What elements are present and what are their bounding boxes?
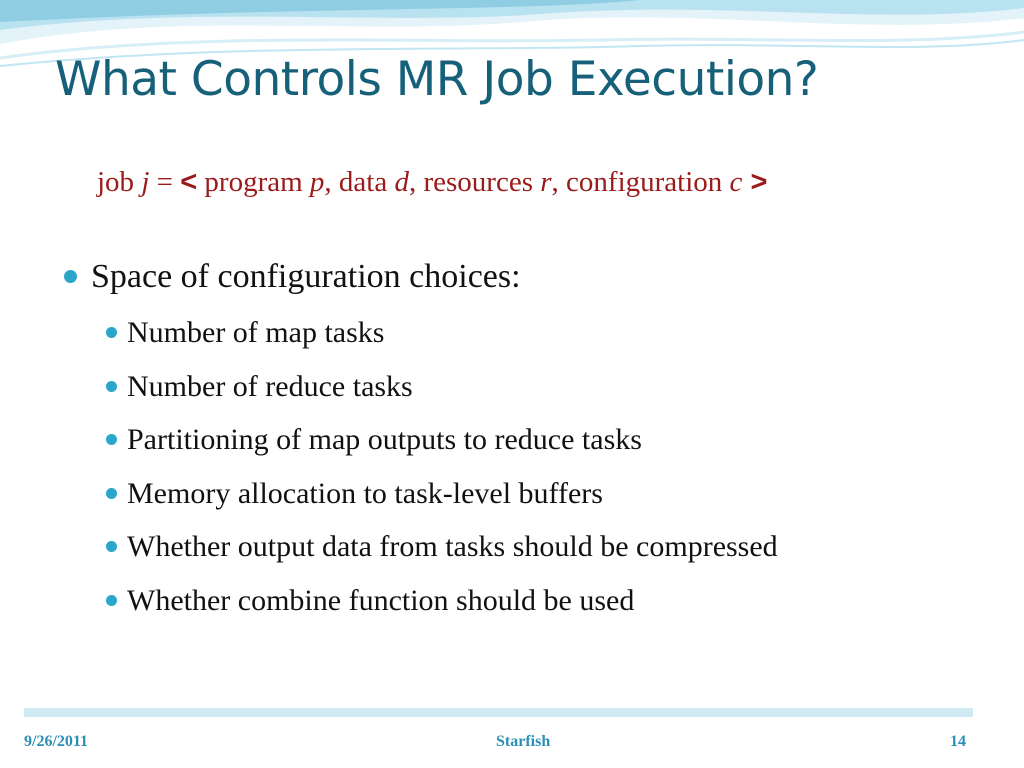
list-item-text: Whether output data from tasks should be compressed [127,530,778,563]
job-formula [97,166,767,199]
bullet-dot-icon [106,327,117,338]
formula-resources: , resources [408,166,541,198]
formula-data: , data [324,166,395,198]
footer-title: Starfish [496,733,551,750]
formula-var-p: p [309,166,325,198]
bullet-dot-icon [106,595,117,606]
bullet-configuration-space [64,258,521,296]
formula-open-bracket: < [180,166,198,198]
formula-equals: = [149,166,181,198]
list-item [106,581,778,635]
formula-job: job [97,166,142,198]
formula-var-d: d [394,166,409,198]
formula-configuration: , configuration [551,166,730,198]
slide-title: What Controls MR Job Execution? [55,52,819,107]
bullet-text: Space of configuration choices: [91,258,521,295]
bullet-dot-icon [106,381,117,392]
list-item [106,474,778,528]
list-item-text: Number of reduce tasks [127,369,413,403]
list-item-text: Partitioning of map outputs to reduce tasks [127,423,642,456]
formula-program: program [197,166,310,198]
list-item-text: Whether combine function should be used [127,583,635,617]
list-item-text: Number of map tasks [127,316,385,349]
list-item [106,527,778,581]
list-item [106,420,778,474]
list-item [106,367,778,421]
formula-close-bracket: > [742,166,768,198]
list-item-text: Memory allocation to task-level buffers [127,476,603,510]
bullet-dot-icon [106,488,117,499]
page-number: 14 [950,733,966,750]
configuration-choices-list [106,313,778,634]
footer-date: 9/26/2011 [24,733,89,750]
bullet-dot-icon [106,434,117,445]
list-item [106,313,778,367]
bullet-dot-icon [106,541,117,552]
bullet-dot-icon [64,270,77,283]
formula-var-j: j [141,166,150,198]
formula-var-c: c [729,166,743,198]
footer-divider [24,708,973,717]
formula-var-r: r [540,166,552,198]
